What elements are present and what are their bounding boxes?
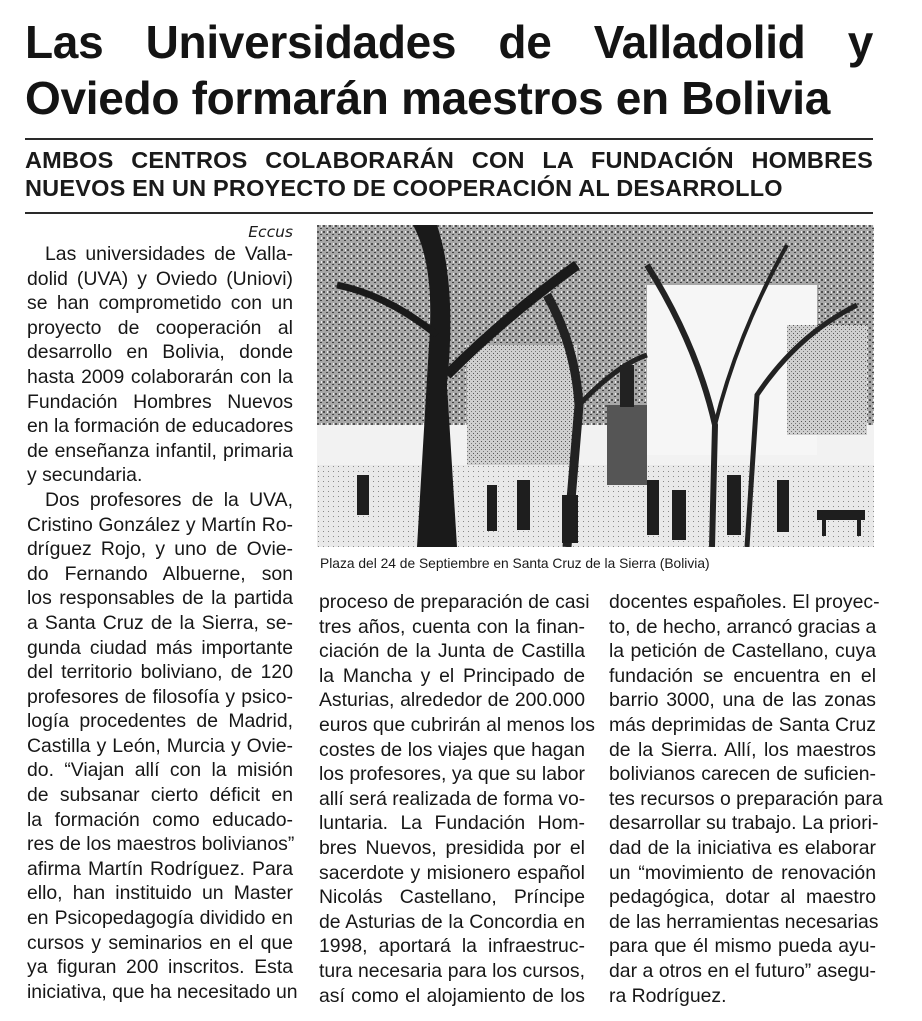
article-text-line: logía procedentes de Madrid,	[27, 710, 293, 733]
article-text-line: Castilla y León, Murcia y Ovie-	[27, 734, 293, 757]
article-text-line: de las herramientas necesarias	[609, 910, 879, 933]
article-text-line: dolid (UVA) y Oviedo (Uniovi)	[27, 267, 293, 290]
article-text-line: dríguez Rojo, y uno de Ovie-	[27, 538, 293, 561]
article-column-2	[319, 590, 595, 1008]
article-text-line: se han comprometido con un	[27, 292, 293, 315]
article-text-line: hasta 2009 colaborarán con la	[27, 365, 293, 388]
article-text-line: en la formación de educadores	[27, 415, 294, 438]
article-text-line: pedagógica, dotar al maestro	[609, 886, 876, 909]
article-text-line: la formación como educado-	[27, 808, 293, 831]
article-text-line: sacerdote y misionero español	[319, 861, 585, 884]
article-text-line: res de los maestros bolivianos”	[27, 833, 295, 856]
photo-caption: Plaza del 24 de Septiembre en Santa Cruz de la Sierra (Bolivia)	[320, 556, 710, 571]
article-text-line: los profesores, ya que su labor	[319, 763, 585, 786]
article-text-line: de subsanar cierto déficit en	[27, 784, 293, 807]
article-text-line: Las universidades de Valla-	[45, 243, 293, 265]
article-text-line: tes recursos o preparación para	[609, 787, 883, 810]
subheadline	[25, 146, 873, 202]
article-text-line: profesores de filosofía y psico-	[27, 685, 293, 708]
article-text-line: Cristino González y Martín Ro-	[27, 513, 293, 536]
article-text-line: do. “Viajan allí con la misión	[27, 759, 293, 782]
article-text-line: ra Rodríguez.	[609, 984, 727, 1007]
article-text-line: Asturias, alrededor de 200.000	[319, 689, 585, 712]
article-text-line: cursos y seminarios en el que	[27, 931, 293, 954]
article-text-line: desarrollar su trabajo. La priori-	[609, 812, 879, 835]
article-text-line: desarrollo en Bolivia, donde	[27, 341, 293, 364]
plaza-photo-illustration	[317, 225, 874, 547]
article-text-line: to, de hecho, arrancó gracias a	[609, 615, 877, 638]
article-text-line: para que él mismo pueda ayu-	[609, 935, 876, 958]
article-text-line: del territorio boliviano, de 120	[27, 661, 293, 684]
byline: Eccus	[248, 223, 293, 241]
article-text-line: 1998, aportará la infraestruc-	[319, 935, 585, 958]
article-text-line: luntaria. La Fundación Hom-	[319, 812, 585, 835]
article-text-line: afirma Martín Rodríguez. Para	[27, 857, 293, 880]
article-text-line: fundación se encuentra en el	[609, 664, 876, 687]
subheadline-line-1: AMBOS CENTROS COLABORARÁN CON LA FUNDACIÓN HOMBRES	[25, 147, 873, 173]
article-text-line: la petición de Castellano, cuya	[609, 640, 876, 663]
article-text-line: iniciativa, que ha necesitado un	[27, 980, 298, 1003]
article-text-line: los responsables de la partida	[27, 587, 293, 610]
article-text-line: allí será realizada de forma vo-	[319, 787, 586, 810]
article-text-line: Fundación Hombres Nuevos	[27, 390, 293, 413]
top-divider-rule	[25, 138, 873, 140]
article-text-line: un “movimiento de renovación	[609, 861, 876, 884]
headline-line-2: Oviedo formarán maestros en Bolivia	[25, 72, 830, 124]
article-text-line: de la Sierra. Allí, los maestros	[609, 738, 876, 761]
article-text-line: la Mancha y el Principado de	[319, 664, 585, 687]
article-text-line: bres Nuevos, presidida por el	[319, 836, 585, 859]
article-text-line: docentes españoles. El proyec-	[609, 591, 880, 613]
article-text-line: bolivianos carecen de suficien-	[609, 763, 876, 786]
article-text-line: a Santa Cruz de la Sierra, se-	[27, 611, 293, 634]
plaza-photo	[317, 225, 874, 547]
article-text-line: y secundaria.	[27, 464, 143, 487]
article-column-3	[609, 590, 883, 1008]
article-text-line: proyecto de cooperación al	[27, 316, 293, 339]
article-text-line: barrio 3000, una de las zonas	[609, 689, 876, 712]
article-text-line: así como el alojamiento de los	[319, 984, 585, 1007]
headline-line-1: Las Universidades de Valladolid y	[25, 16, 873, 68]
article-text-line: ya figuran 200 inscritos. Esta	[27, 956, 293, 979]
bottom-divider-rule	[25, 212, 873, 214]
article-text-line: ciación de la Junta de Castilla	[319, 640, 585, 663]
article-text-line: tres años, cuenta con la finan-	[319, 615, 585, 638]
article-text-line: en Psicopedagogía dividido en	[27, 907, 293, 930]
article-text-line: euros que cubrirán al menos los	[319, 713, 595, 736]
article-column-1	[27, 242, 298, 1004]
article-text-line: Dos profesores de la UVA,	[45, 488, 293, 511]
article-text-line: gunda ciudad más importante	[27, 636, 293, 659]
article-text-line: Nicolás Castellano, Príncipe	[319, 886, 585, 909]
article-text-line: tura necesaria para los cursos,	[319, 959, 585, 982]
article-text-line: ello, han instituido un Master	[27, 882, 293, 905]
article-text-line: proceso de preparación de casi	[319, 591, 590, 613]
article-text-line: más deprimidas de Santa Cruz	[609, 713, 876, 736]
article-text-line: dad de la iniciativa es elaborar	[609, 836, 876, 859]
article-text-line: dar a otros en el futuro” asegu-	[609, 959, 876, 982]
article-text-line: de Asturias de la Concordia en	[319, 910, 585, 933]
article-text-line: costes de los viajes que hagan	[319, 738, 585, 761]
article-text-line: do Fernando Albuerne, son	[27, 562, 293, 585]
headline	[25, 14, 873, 126]
subheadline-line-2: NUEVOS EN UN PROYECTO DE COOPERACIÓN AL DESARROLLO	[25, 175, 783, 201]
article-text-line: de enseñanza infantil, primaria	[27, 439, 293, 462]
